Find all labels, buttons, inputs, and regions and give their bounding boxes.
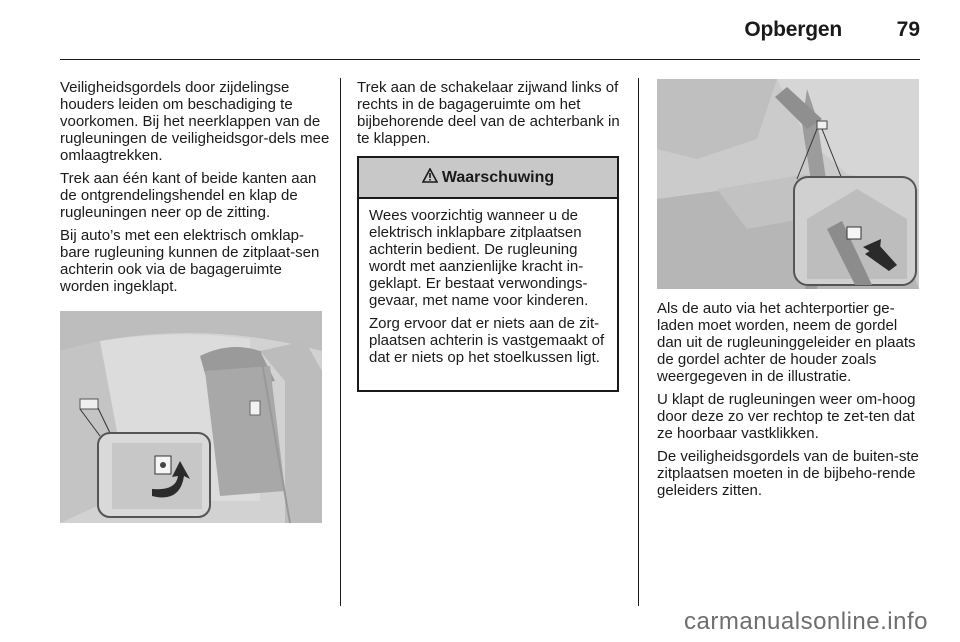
warning-triangle-icon <box>422 168 438 188</box>
column-divider-2 <box>638 78 639 606</box>
column-2 <box>357 79 627 153</box>
paragraph: U klapt de rugleuningen weer om-hoog door deze zo ver rechtop te zet-ten dat ze hoorbaar vastklikken. <box>657 391 916 442</box>
warning-title: Waarschuwing <box>441 168 555 186</box>
warning-box <box>357 156 619 392</box>
warning-paragraph: Wees voorzichtig wanneer u de elektrisch inklapbare zitplaatsen achterin bedient. De rugleuning wordt met aanzienlijke kracht in-geklapt. Er bestaat verwondings-gevaar, met name voor kinderen. <box>369 207 589 309</box>
paragraph: Trek aan de schakelaar zijwand links of rechts in de bagageruimte om het bijbehorende deel van de achterbank in te klappen. <box>357 79 620 147</box>
illustration-seatbelt-holder <box>657 79 919 289</box>
paragraph: Trek aan één kant of beide kanten aan de ontgrendelingshendel en klap de rugleuningen neer op de zitting. <box>60 170 317 221</box>
column-3 <box>657 300 925 505</box>
warning-header <box>359 158 617 199</box>
header-divider <box>60 59 920 60</box>
paragraph: Veiligheidsgordels door zijdelingse houders leiden om beschadiging te voorkomen. Bij het neerklappen van de rugleuningen de veiligheidsgor-dels mee omlaagtrekken. <box>60 79 330 164</box>
column-1 <box>60 79 330 301</box>
column-divider-1 <box>340 78 341 606</box>
watermark-text: carmanualsonline.info <box>684 608 928 635</box>
warning-body <box>359 199 617 366</box>
paragraph: Bij auto’s met een elektrisch omklap-bare rugleuning kunnen de zitplaat-sen achterin ook via de bagageruimte worden ingeklapt. <box>60 227 320 295</box>
warning-paragraph: Zorg ervoor dat er niets aan de zit-plaatsen achterin is vastgemaakt of dat er niets op het stoelkussen ligt. <box>369 315 605 366</box>
illustration-cargo-switch <box>60 311 322 523</box>
page-number: 79 <box>896 18 920 41</box>
section-title: Opbergen <box>744 18 842 41</box>
paragraph: Als de auto via het achterportier ge-laden moet worden, neem de gordel dan uit de rugleuninggeleider en plaats de gordel achter de houder zoals weergegeven in de illustratie. <box>657 300 916 385</box>
paragraph: De veiligheidsgordels van de buiten-ste zitplaatsen moeten in de bijbeho-rende geleiders zitten. <box>657 448 919 499</box>
